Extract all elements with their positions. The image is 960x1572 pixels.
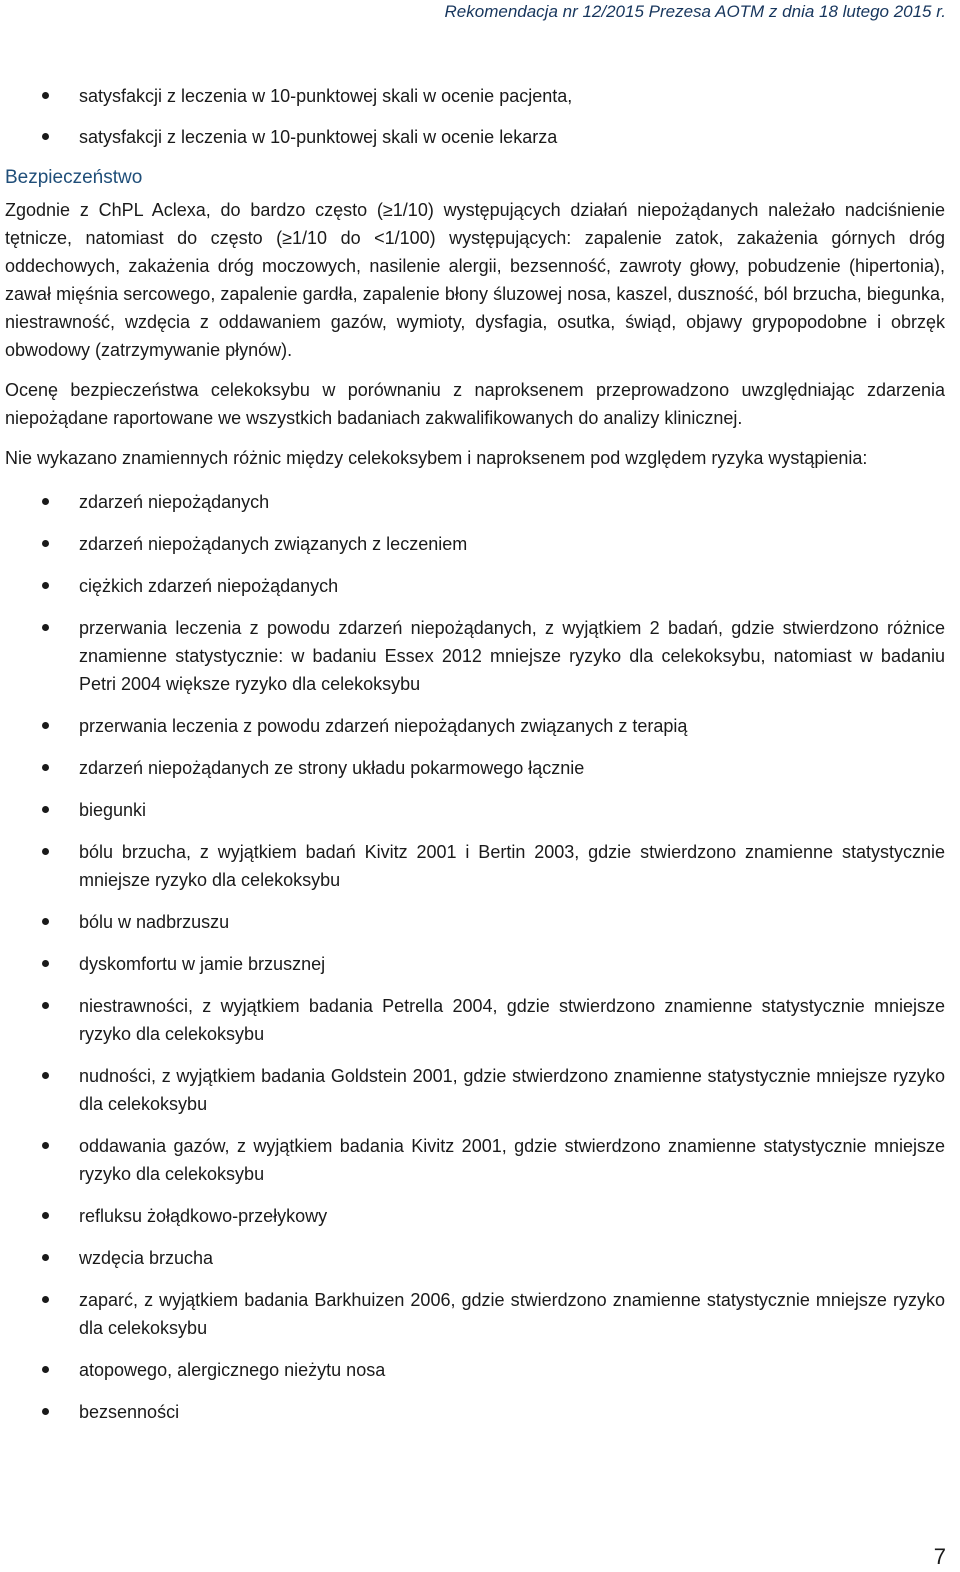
bullet-icon [42,133,49,140]
list-item: zaparć, z wyjątkiem badania Barkhuizen 2006, gdzie stwierdzono znamienne statystycznie mniejsze ryzyko dla celekoksybu [5,1286,945,1342]
list-item: atopowego, alergicznego nieżytu nosa [5,1356,945,1384]
satisfaction-list [5,82,945,151]
list-item: satysfakcji z leczenia w 10-punktowej skali w ocenie pacjenta, [5,82,945,110]
document-body [5,82,945,1440]
bullet-icon [42,722,49,729]
paragraph-safety-assessment: Ocenę bezpieczeństwa celekoksybu w porównaniu z naproksenem przeprowadzono uwzględniając zdarzenia niepożądane raportowane we wszystkich badaniach zakwalifikowanych do analizy klinicznej. [5,380,945,428]
list-item: bólu brzucha, z wyjątkiem badań Kivitz 2001 i Bertin 2003, gdzie stwierdzono znamienne statystycznie mniejsze ryzyko dla celekoksybu [5,838,945,894]
list-item: biegunki [5,796,945,824]
bullet-icon [42,918,49,925]
list-item: satysfakcji z leczenia w 10-punktowej skali w ocenie lekarza [5,123,945,151]
list-item: bólu w nadbrzuszu [5,908,945,936]
bullet-icon [42,1072,49,1079]
bullet-icon [42,1254,49,1261]
bullet-icon [42,1212,49,1219]
bullet-icon [42,582,49,589]
list-item: niestrawności, z wyjątkiem badania Petrella 2004, gdzie stwierdzono znamienne statystycznie mniejsze ryzyko dla celekoksybu [5,992,945,1048]
list-item: ciężkich zdarzeń niepożądanych [5,572,945,600]
bullet-icon [42,1142,49,1149]
bullet-icon [42,960,49,967]
bullet-icon [42,848,49,855]
paragraph-no-differences: Nie wykazano znamiennych różnic między celekoksybem i naproksenem pod względem ryzyka wystąpienia: [5,448,868,468]
bullet-icon [42,764,49,771]
bullet-icon [42,1296,49,1303]
list-item: zdarzeń niepożądanych związanych z leczeniem [5,530,945,558]
bullet-icon [42,806,49,813]
list-item: nudności, z wyjątkiem badania Goldstein 2001, gdzie stwierdzono znamienne statystycznie mniejsze ryzyko dla celekoksybu [5,1062,945,1118]
list-item: przerwania leczenia z powodu zdarzeń niepożądanych, z wyjątkiem 2 badań, gdzie stwierdzono różnice znamienne statystycznie: w badaniu Essex 2012 mniejsze ryzyko dla celekoksybu, natomiast w badaniu Petri 2004 większe ryzyko dla celekoksybu [5,614,945,698]
list-item: refluksu żołądkowo-przełykowy [5,1202,945,1230]
list-item: zdarzeń niepożądanych ze strony układu pokarmowego łącznie [5,754,945,782]
bullet-icon [42,1002,49,1009]
paragraph-adverse-events: Zgodnie z ChPL Aclexa, do bardzo często (≥1/10) występujących działań niepożądanych należało nadciśnienie tętnicze, natomiast do często (≥1/10 do <1/100) występujących: zapalenie zatok, zakażenia górnych dróg oddechowych, zakażenia dróg moczowych, nasilenie alergii, bezsenność, zawroty głowy, pobudzenie (hipertonia), zawał mięśnia sercowego, zapalenie gardła, zapalenie błony śluzowej nosa, kaszel, duszność, ból brzucha, biegunka, niestrawność, wzdęcia z oddawaniem gazów, wymioty, dysfagia, osutka, świąd, objawy grypopodobne i obrzęk obwodowy (zatrzymywanie płynów). [5,200,945,360]
list-item: zdarzeń niepożądanych [5,488,945,516]
bullet-icon [42,1366,49,1373]
list-item: dyskomfortu w jamie brzusznej [5,950,945,978]
page-number: 7 [933,1544,946,1569]
bullet-icon [42,540,49,547]
bullet-icon [42,624,49,631]
list-item: przerwania leczenia z powodu zdarzeń niepożądanych związanych z terapią [5,712,945,740]
list-item: wzdęcia brzucha [5,1244,945,1272]
bullet-icon [42,498,49,505]
page-header: Rekomendacja nr 12/2015 Prezesa AOTM z dnia 18 lutego 2015 r. [444,2,946,21]
bullet-icon [42,1408,49,1415]
bullet-icon [42,92,49,99]
section-heading: Bezpieczeństwo [5,167,143,188]
list-item: oddawania gazów, z wyjątkiem badania Kivitz 2001, gdzie stwierdzono znamienne statystycznie mniejsze ryzyko dla celekoksybu [5,1132,945,1188]
list-item: bezsenności [5,1398,945,1426]
risk-list [5,488,945,1426]
